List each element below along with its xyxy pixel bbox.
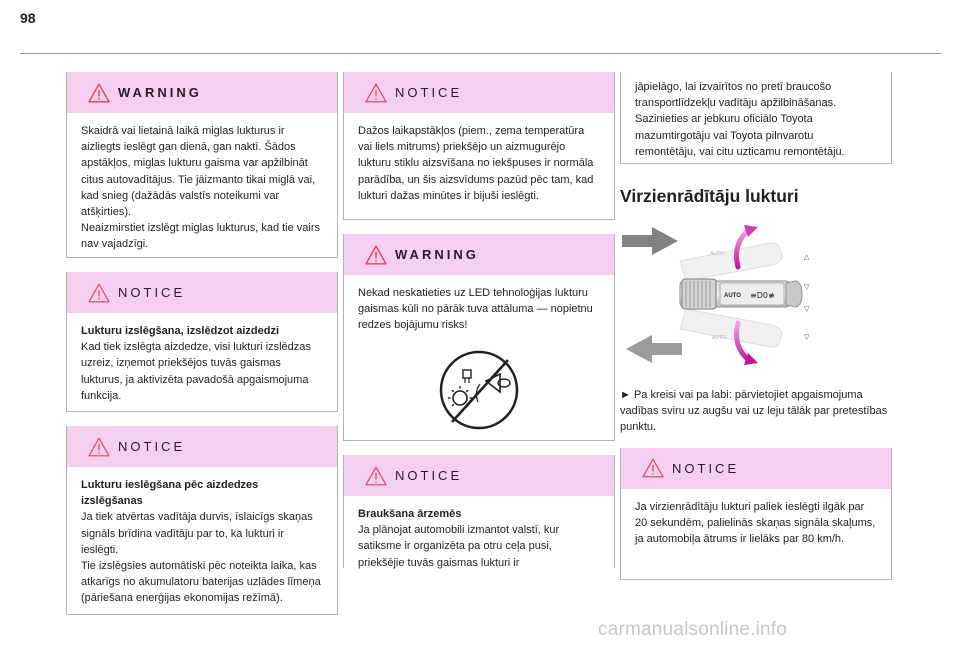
notice-triangle-icon: [88, 283, 110, 303]
column-3: [620, 74, 892, 594]
notice-title: NOTICE: [395, 468, 463, 483]
warning-triangle-icon: [365, 245, 387, 265]
notice-header: [344, 72, 614, 113]
notice-title: NOTICE: [672, 460, 740, 476]
notice-triangle-icon: [365, 83, 387, 103]
column-2: [343, 72, 615, 568]
svg-text:AUTO: AUTO: [712, 335, 726, 341]
notice-title: NOTICE: [118, 439, 186, 454]
top-divider: [20, 53, 941, 54]
warning-text: Nekad neskatieties uz LED tehnoloģijas lukturu gaismas kūli no pārāk tuva attāluma — nopietnu redzes bojājumu risks!: [358, 287, 593, 332]
notice-header: [67, 272, 337, 313]
notice-header: [344, 455, 614, 496]
svg-text:▽: ▽: [804, 305, 810, 313]
left-arrow-icon: [626, 335, 682, 363]
no-looking-at-led-icon: [434, 348, 524, 432]
notice-triangle-icon: [365, 466, 387, 486]
notice-text: Ja plānojat automobili izmantot valstī, kur satiksme ir organizēta pa otru ceļa pusi, priekšējie tuvās gaismas lukturi ir: [358, 524, 560, 569]
stalk-headlight-symbol: ≡D0≢: [750, 291, 775, 300]
notice-heading: Lukturu ieslēgšana pēc aizdedzes izslēgšanas: [81, 479, 259, 508]
notice-text: Kad tiek izslēgta aizdedze, visi lukturi izslēdzas uzreiz, izņemot priekšējos tuvās gaismas lukturus, ja aktivizēta pavadošā apgaismojuma funkcija.: [81, 341, 311, 402]
svg-text:▽: ▽: [804, 333, 810, 341]
notice-box-lights-on: [66, 426, 338, 615]
notice-text-2: Tie izslēgsies automātiski pēc noteikta laika, kas atkarīgs no akumulatoru baterijas uzlādes līmeņa (pāriešana enerģijas ekonomijas režīmā).: [81, 560, 321, 605]
instruction-bullet: ► Pa kreisi vai pa labi: pārvietojiet apgaismojuma vadības sviru uz augšu vai uz leju tālāk par pretestības punktu.: [620, 389, 888, 434]
notice-header: [621, 448, 891, 489]
notice-text: Dažos laikapstākļos (piem., zema temperatūra vai liels mitrums) priekšējo un aizmugurējo lukturu stiklu aizsvīšana no iekšpuses ir normāla parādība, un šis aizsvīdums pazūd pēc tam, kad lukturi dažas minūtes ir bijuši ieslēgti.: [358, 125, 594, 202]
section-title: Virzienrādītāju lukturi: [620, 186, 799, 206]
notice-header: [67, 426, 337, 467]
column-1: [66, 72, 338, 629]
notice-box-turn-signal: [620, 448, 892, 580]
notice-title: NOTICE: [118, 285, 186, 300]
warning-title: WARNING: [118, 85, 202, 100]
warning-text-1: Skaidrā vai lietainā laikā miglas lukturus ir aizliegts ieslēgt gan dienā, gan naktī. Šādos apstākļos, miglas lukturu gaisma var apžilbināt citus autovadītājus. Tie jāizmanto tikai miglā vai, kad snieg (dažādās valstīs noteikumi var atšķirties).: [81, 125, 316, 219]
notice-title: NOTICE: [395, 85, 463, 100]
turn-signal-stalk-illustration: [620, 223, 892, 373]
notice-triangle-icon: [88, 437, 110, 457]
warning-box-led: [343, 234, 615, 441]
notice-heading: Braukšana ārzemēs: [358, 508, 462, 520]
warning-triangle-icon: [88, 83, 110, 103]
svg-text:AUTO: AUTO: [710, 251, 724, 257]
watermark: carmanualsonline.info: [598, 619, 788, 640]
svg-text:▽: ▽: [804, 283, 810, 291]
warning-text-2: Neaizmirstiet izslēgt miglas lukturus, kad tie vairs nav vajadzīgi.: [81, 222, 321, 251]
notice-box-abroad: [343, 455, 615, 568]
notice-box-lights-off: [66, 272, 338, 412]
notice-continuation: [620, 72, 892, 164]
page-number: 98: [20, 10, 36, 26]
right-arrow-icon: [622, 227, 678, 255]
notice-text-1: Ja tiek atvērtas vadītāja durvis, īslaicīgs skaņas signāls brīdina vadītāju par to, ka lukturi ir ieslēgti.: [81, 511, 313, 556]
notice-heading: Lukturu izslēgšana, izslēdzot aizdedzi: [81, 325, 280, 337]
notice-text: Ja virzienrādītāju lukturi paliek ieslēgti ilgāk par 20 sekundēm, palielinās skaņas signāla skaļums, ja automobiļa ātrums ir lielāks par 80 km/h.: [635, 500, 876, 546]
notice-triangle-icon: [642, 458, 664, 478]
warning-title: WARNING: [395, 247, 479, 262]
stalk-auto-label: AUTO: [724, 293, 741, 299]
svg-text:△: △: [804, 253, 810, 261]
warning-header: [67, 72, 337, 113]
continuation-text: jāpielāgo, lai izvairītos no pretī braucošo transportlīdzekļu vadītāju apžilbināšanas. Sazinieties ar jebkuru oficiālo Toyota mazumtirgotāju vai Toyota pilnvarotu remontētāju, vai citu uzticamu remontētāju.: [635, 81, 845, 158]
warning-header: [344, 234, 614, 275]
notice-box-condensation: [343, 72, 615, 220]
light-stalk-diagram: [620, 223, 892, 373]
warning-box-fog-lights: [66, 72, 338, 258]
